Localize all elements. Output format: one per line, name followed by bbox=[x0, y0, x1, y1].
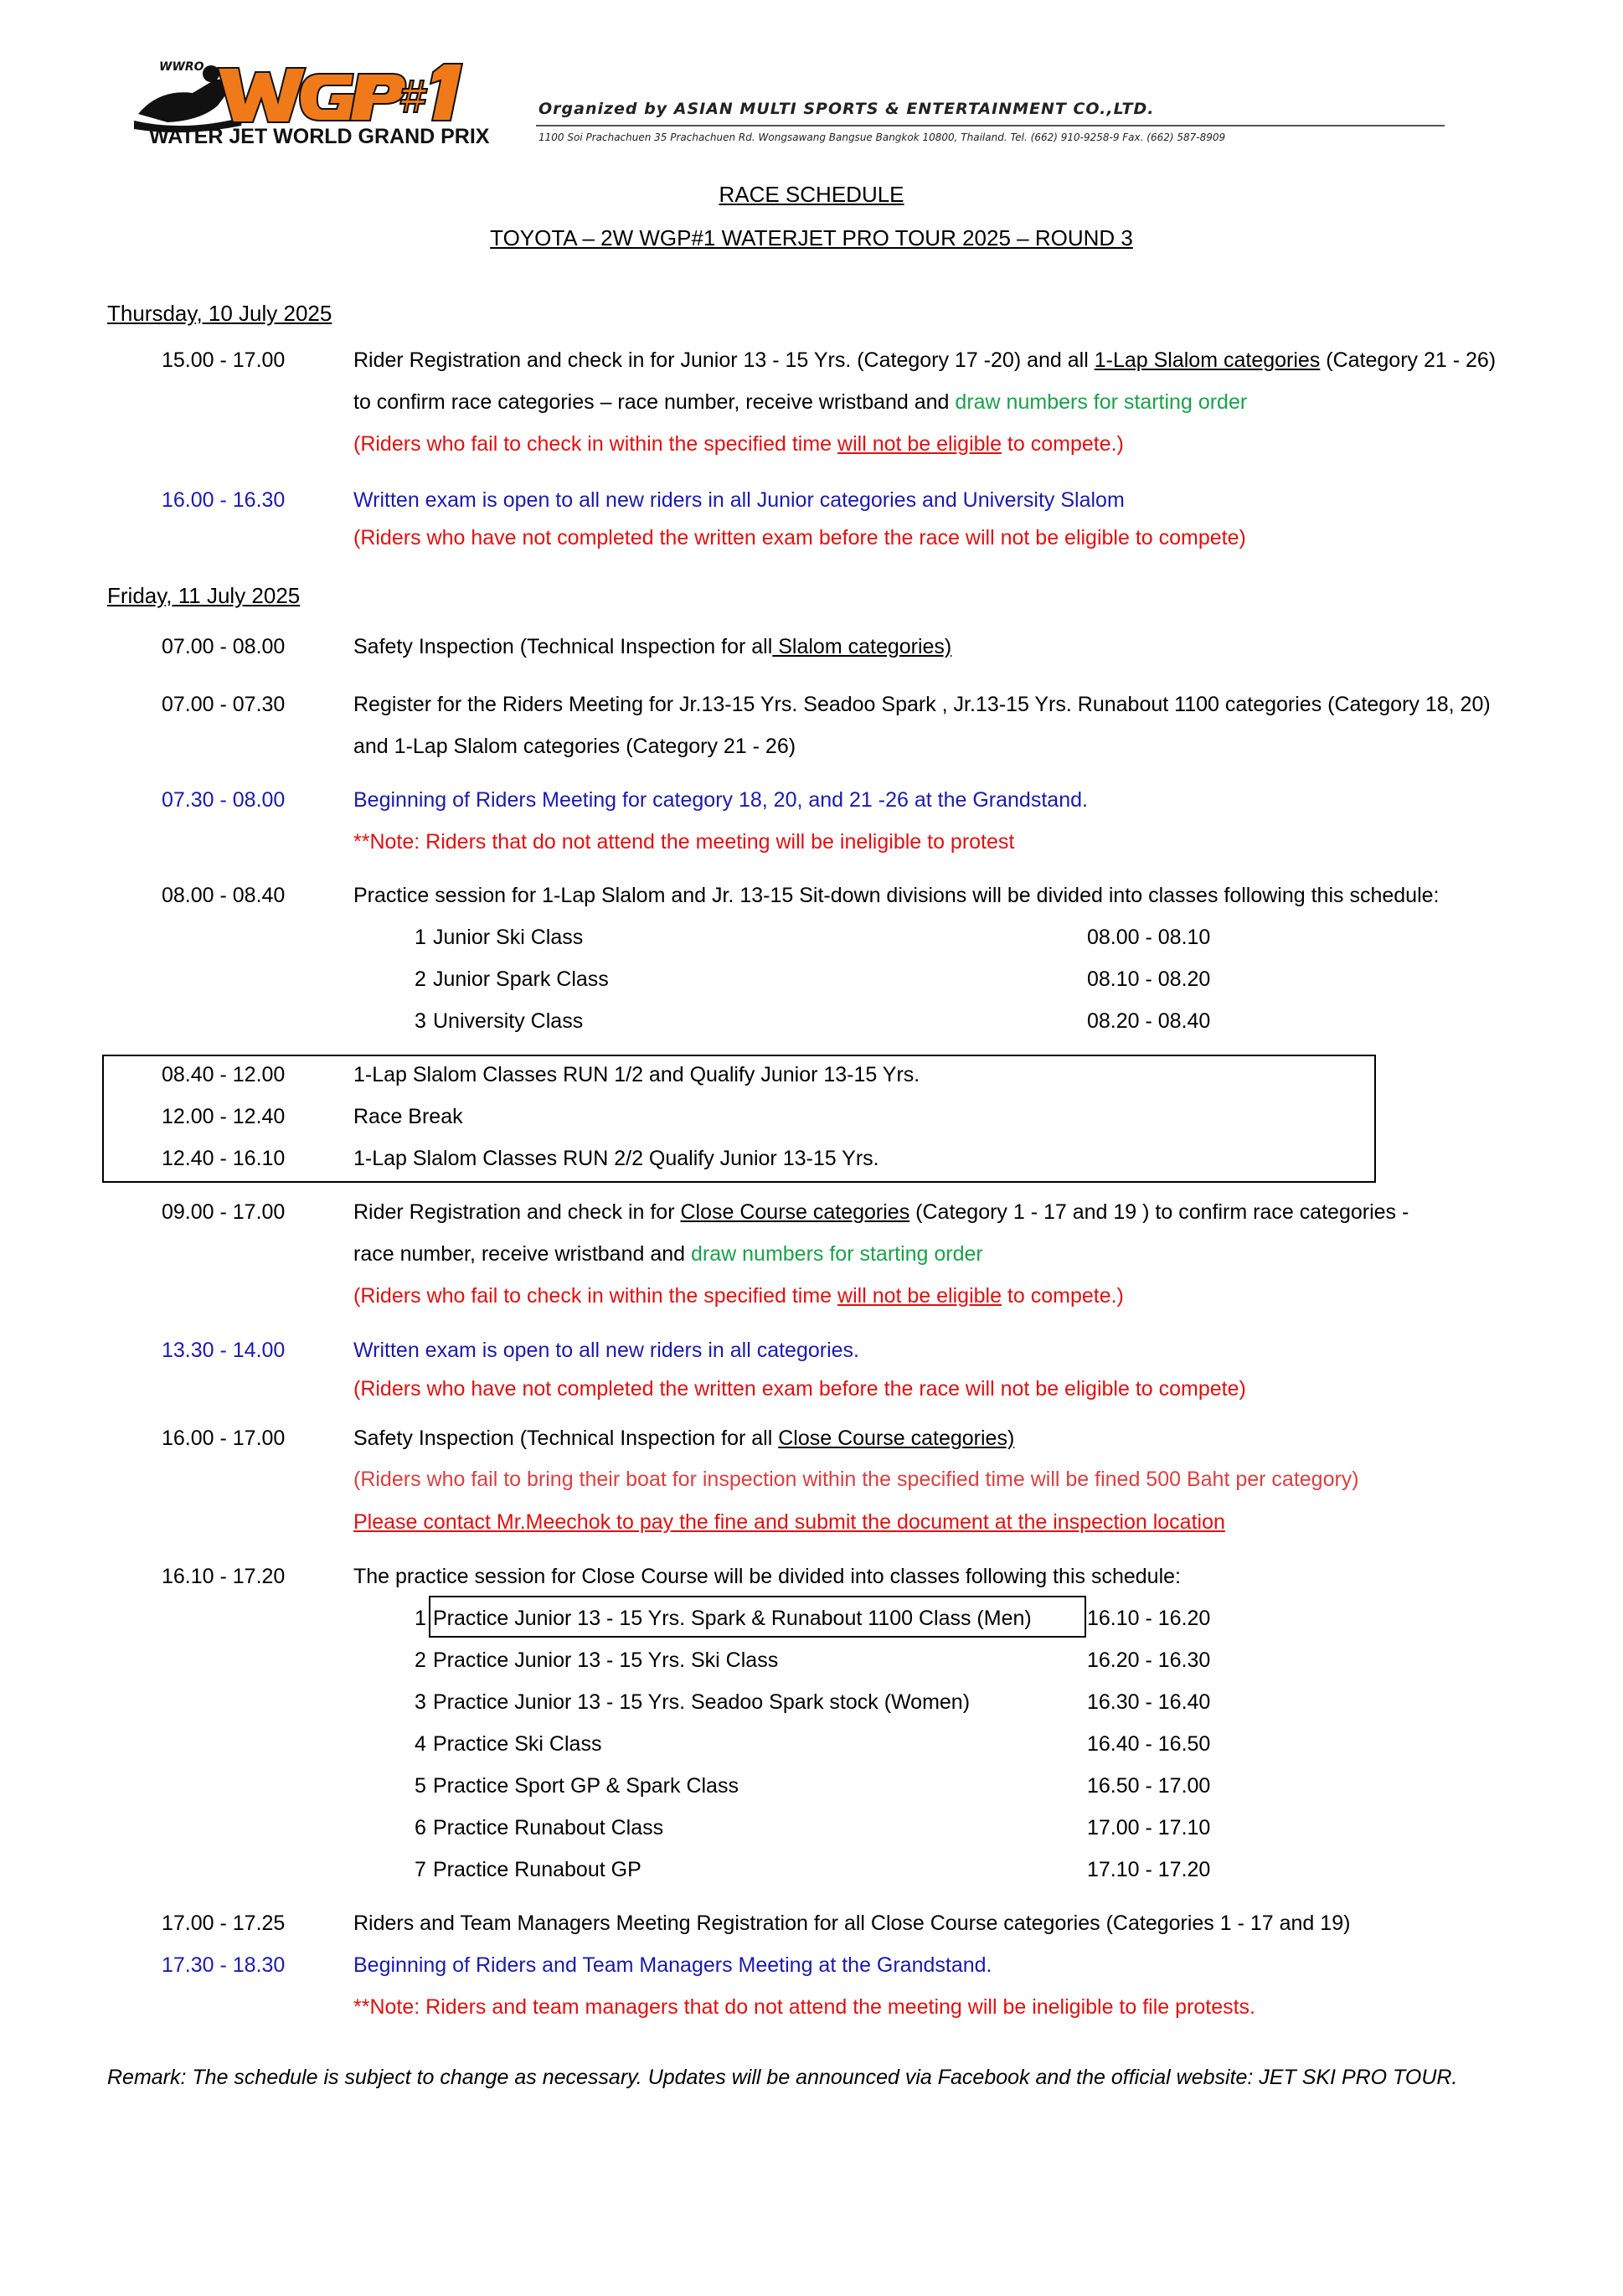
draw-numbers-text: draw numbers for starting order bbox=[955, 390, 1248, 414]
practice2-class-time: 16.50 - 17.00 bbox=[1087, 1774, 1211, 1798]
tm-text: Beginning of Riders and Team Managers Meeting at the Grandstand. bbox=[353, 1953, 992, 1977]
reg2-line2 bbox=[353, 1244, 983, 1265]
thursday-reg-time: 15.00 - 17.00 bbox=[162, 348, 286, 372]
meet-time: 07.30 - 08.00 bbox=[162, 788, 286, 812]
practice2-class-time: 16.10 - 16.20 bbox=[1087, 1607, 1211, 1630]
practice2-class-name: Practice Junior 13 - 15 Yrs. Spark & Runabout 1100 Class (Men) bbox=[433, 1607, 1032, 1630]
tm-reg-time: 17.00 - 17.25 bbox=[162, 1912, 286, 1935]
practice2-class-name: Practice Junior 13 - 15 Yrs. Ski Class bbox=[433, 1648, 779, 1672]
practice1-text: Practice session for 1-Lap Slalom and Jr. 13-15 Sit-down divisions will be divided into classes following this schedule: bbox=[353, 884, 1440, 907]
wwro-text: WWRO bbox=[159, 60, 204, 74]
race-row-time: 12.00 - 12.40 bbox=[162, 1105, 286, 1128]
race-row-text: Race Break bbox=[353, 1105, 463, 1128]
warning-end: to compete.) bbox=[1001, 1284, 1124, 1308]
safety1-label: Safety Inspection (Technical Inspection for all bbox=[353, 635, 773, 658]
safety2-text bbox=[353, 1428, 1014, 1449]
practice2-class-name: Practice Junior 13 - 15 Yrs. Seadoo Spark stock (Women) bbox=[433, 1690, 971, 1714]
reg2-time: 09.00 - 17.00 bbox=[162, 1200, 286, 1224]
safety2-contact: Please contact Mr.Meechok to pay the fine and submit the document at the inspection location bbox=[353, 1510, 1225, 1534]
draw-numbers-text: draw numbers for starting order bbox=[691, 1242, 983, 1266]
practice2-class-time: 16.20 - 16.30 bbox=[1087, 1648, 1211, 1672]
exam2-note: (Riders who have not completed the written exam before the race will not be eligible to compete) bbox=[353, 1377, 1246, 1401]
safety1-time: 07.00 - 08.00 bbox=[162, 635, 286, 658]
thursday-exam-text: Written exam is open to all new riders in all Junior categories and University Slalom bbox=[353, 488, 1125, 512]
practice2-class-num: 7 bbox=[415, 1858, 426, 1881]
not-eligible-text: will not be eligible bbox=[837, 432, 1002, 456]
race-row-time: 08.40 - 12.00 bbox=[162, 1063, 286, 1086]
thursday-reg-line1 bbox=[353, 350, 1496, 371]
remark-text: Remark: The schedule is subject to change as necessary. Updates will be announced via Facebook and the official website: JET SKI PRO TOUR. bbox=[107, 2066, 1458, 2089]
exam2-time: 13.30 - 14.00 bbox=[162, 1339, 286, 1362]
practice1-class-num: 3 bbox=[415, 1009, 426, 1033]
safety1-categories: Slalom categories) bbox=[772, 635, 952, 658]
practice2-class-name: Practice Ski Class bbox=[433, 1732, 602, 1756]
meet-reg-line1: Register for the Riders Meeting for Jr.13-15 Yrs. Seadoo Spark , Jr.13-15 Yrs. Runabout 1100 categories (Category 18, 20) bbox=[353, 693, 1491, 716]
practice1-class-name: Junior Spark Class bbox=[433, 967, 609, 991]
jet-rider-logo-graphic bbox=[134, 55, 519, 149]
practice2-class-num: 1 bbox=[415, 1607, 426, 1630]
warning-text: (Riders who fail to check in within the specified time bbox=[353, 1284, 838, 1308]
header-divider bbox=[536, 125, 1445, 126]
reg2-confirm: race number, receive wristband and bbox=[353, 1242, 691, 1266]
practice2-class-num: 4 bbox=[415, 1732, 426, 1756]
reg2-warning bbox=[353, 1286, 1124, 1307]
race-row-text: 1-Lap Slalom Classes RUN 2/2 Qualify Junior 13-15 Yrs. bbox=[353, 1147, 879, 1170]
safety2-label: Safety Inspection (Technical Inspection for all bbox=[353, 1427, 779, 1450]
practice1-class-time: 08.00 - 08.10 bbox=[1087, 926, 1211, 949]
thursday-exam-time: 16.00 - 16.30 bbox=[162, 488, 286, 512]
organizer-text: Organized by ASIAN MULTI SPORTS & ENTERTAINMENT CO.,LTD. bbox=[538, 100, 1155, 118]
practice1-class-time: 08.10 - 08.20 bbox=[1087, 967, 1211, 991]
practice1-time: 08.00 - 08.40 bbox=[162, 884, 286, 907]
reg2-text: Rider Registration and check in for bbox=[353, 1200, 681, 1224]
thursday-reg-text: Rider Registration and check in for Junior 13 - 15 Yrs. (Category 17 -20) and all bbox=[353, 348, 1095, 372]
meet-note: **Note: Riders that do not attend the meeting will be ineligible to protest bbox=[353, 830, 1015, 854]
tm-note: **Note: Riders and team managers that do not attend the meeting will be ineligible to file protests. bbox=[353, 1995, 1256, 2019]
thursday-reg-line2 bbox=[353, 392, 1247, 413]
thursday-reg-warning bbox=[353, 434, 1124, 455]
practice2-class-name: Practice Sport GP & Spark Class bbox=[433, 1774, 739, 1798]
friday-heading: Friday, 11 July 2025 bbox=[107, 583, 301, 608]
warning-text: (Riders who fail to check in within the specified time bbox=[353, 432, 838, 456]
practice2-class-num: 2 bbox=[415, 1648, 426, 1672]
reg2-category: (Category 1 - 17 and 19 ) to confirm race categories - bbox=[909, 1200, 1409, 1224]
safety1-text bbox=[353, 637, 951, 658]
practice1-class-name: Junior Ski Class bbox=[433, 926, 584, 949]
exam2-text: Written exam is open to all new riders in all categories. bbox=[353, 1339, 859, 1362]
practice2-class-time: 17.10 - 17.20 bbox=[1087, 1858, 1211, 1881]
tm-reg-text: Riders and Team Managers Meeting Registration for all Close Course categories (Categories 1 - 17 and 19) bbox=[353, 1912, 1351, 1935]
practice1-class-num: 1 bbox=[415, 926, 426, 949]
safety2-time: 16.00 - 17.00 bbox=[162, 1427, 286, 1450]
meet-text: Beginning of Riders Meeting for category 18, 20, and 21 -26 at the Grandstand. bbox=[353, 788, 1088, 812]
practice2-text: The practice session for Close Course will be divided into classes following this schedule: bbox=[353, 1565, 1181, 1588]
thursday-exam-note: (Riders who have not completed the written exam before the race will not be eligible to compete) bbox=[353, 526, 1246, 549]
reg2-line1 bbox=[353, 1202, 1409, 1223]
practice2-time: 16.10 - 17.20 bbox=[162, 1565, 286, 1588]
page-title: RACE SCHEDULE bbox=[719, 182, 904, 207]
practice2-class-time: 17.00 - 17.10 bbox=[1087, 1816, 1211, 1839]
practice2-class-num: 6 bbox=[415, 1816, 426, 1839]
practice2-class-name: Practice Runabout GP bbox=[433, 1858, 641, 1881]
safety2-fine-note: (Riders who fail to bring their boat for inspection within the specified time will be fined 500 Baht per category) bbox=[353, 1468, 1359, 1491]
thursday-reg-confirm: to confirm race categories – race number, receive wristband and bbox=[353, 390, 956, 414]
slalom-categories-link-text: 1-Lap Slalom categories bbox=[1094, 348, 1321, 372]
practice2-class-time: 16.30 - 16.40 bbox=[1087, 1690, 1211, 1714]
thursday-heading: Thursday, 10 July 2025 bbox=[107, 301, 332, 326]
page-subtitle: TOYOTA – 2W WGP#1 WATERJET PRO TOUR 2025 – ROUND 3 bbox=[490, 225, 1133, 250]
meet-reg-time: 07.00 - 07.30 bbox=[162, 693, 286, 716]
close-course-categories-text: Close Course categories bbox=[680, 1200, 910, 1224]
wgp-logo bbox=[134, 55, 519, 149]
practice2-class-time: 16.40 - 16.50 bbox=[1087, 1732, 1211, 1756]
practice1-class-time: 08.20 - 08.40 bbox=[1087, 1009, 1211, 1033]
practice2-class-num: 3 bbox=[415, 1690, 426, 1714]
practice1-class-name: University Class bbox=[433, 1009, 584, 1033]
warning-end: to compete.) bbox=[1001, 432, 1124, 456]
logo-subtitle: WATER JET WORLD GRAND PRIX bbox=[149, 125, 490, 148]
thursday-reg-category: (Category 21 - 26) bbox=[1320, 348, 1497, 372]
practice1-class-num: 2 bbox=[415, 967, 426, 991]
not-eligible-text: will not be eligible bbox=[837, 1284, 1002, 1308]
practice2-class-name: Practice Runabout Class bbox=[433, 1816, 664, 1839]
safety2-categories: Close Course categories) bbox=[778, 1427, 1015, 1450]
race-row-text: 1-Lap Slalom Classes RUN 1/2 and Qualify Junior 13-15 Yrs. bbox=[353, 1063, 920, 1086]
race-row-time: 12.40 - 16.10 bbox=[162, 1147, 286, 1170]
tm-time: 17.30 - 18.30 bbox=[162, 1953, 286, 1977]
meet-reg-line2: and 1-Lap Slalom categories (Category 21 - 26) bbox=[353, 735, 796, 758]
practice2-class-num: 5 bbox=[415, 1774, 426, 1798]
organizer-address: 1100 Soi Prachachuen 35 Prachachuen Rd. Wongsawang Bangsue Bangkok 10800, Thailand. Tel. (662) 910-9258-9 Fax. (662) 587-8909 bbox=[538, 132, 1226, 143]
